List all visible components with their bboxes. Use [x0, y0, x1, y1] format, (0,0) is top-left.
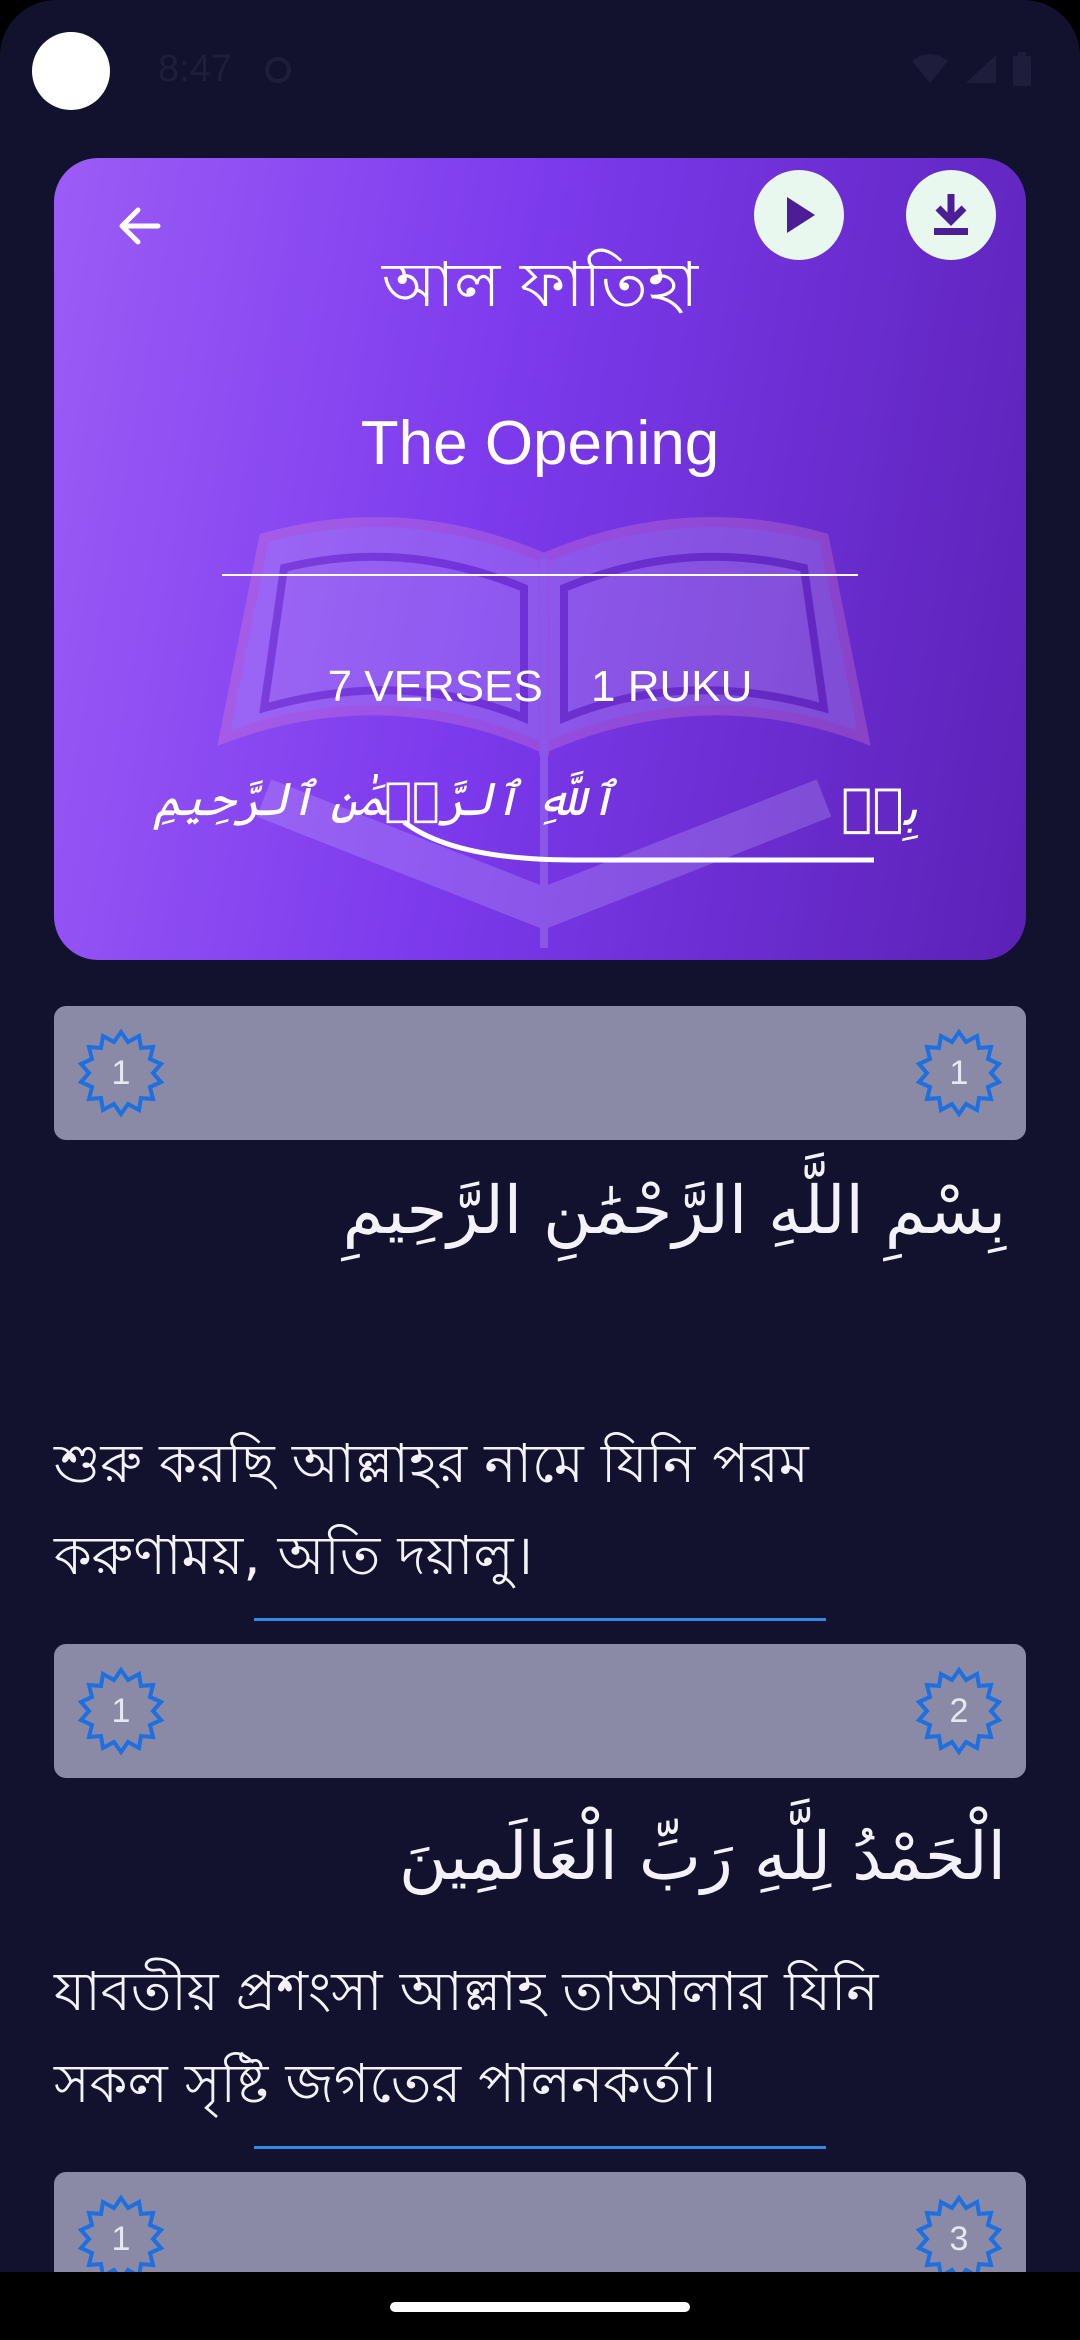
signal-icon — [964, 53, 998, 85]
verse-badge-number: 1 — [111, 2219, 131, 2258]
download-icon — [926, 190, 976, 240]
camera-cutout — [32, 32, 110, 110]
surah-name-english: The Opening — [360, 409, 720, 478]
surah-name-bengali: আল ফাতিহা — [381, 248, 699, 321]
status-bar — [0, 0, 1080, 140]
home-indicator[interactable] — [390, 2302, 690, 2312]
verse-badge-right — [914, 2194, 1004, 2284]
verse-badge-number: 1 — [949, 1053, 969, 1092]
verse-separator — [254, 1618, 826, 1621]
surah-meta — [54, 662, 1026, 712]
bismillah-calligraphy — [154, 768, 926, 888]
header-divider — [222, 574, 858, 576]
sync-icon — [262, 54, 294, 86]
verse-badge-left — [76, 2194, 166, 2284]
verse-arabic: بِسْمِ اللَّهِ الرَّحْمَٰنِ الرَّحِيمِ — [342, 1172, 1006, 1249]
verse-badge-left — [76, 1028, 166, 1118]
battery-icon — [1012, 52, 1032, 86]
calligraphy-right: بِسۡ — [841, 778, 918, 838]
wifi-icon — [910, 53, 950, 85]
verse-translation — [54, 1418, 1014, 1602]
translation-line: সকল সৃষ্টি জগতের পালনকর্তা। — [54, 2052, 717, 2115]
verse-translation — [54, 1946, 1014, 2130]
verse-badge-number: 3 — [949, 2219, 969, 2258]
verse-arabic: الْحَمْدُ لِلَّهِ رَبِّ الْعَالَمِينَ — [399, 1818, 1006, 1895]
verse-separator — [254, 2146, 826, 2149]
verse-badge-left — [76, 1666, 166, 1756]
surah-header-card — [54, 158, 1026, 960]
status-time: 8:47 — [158, 48, 232, 90]
translation-line: শুরু করছি আল্লাহর নামে যিনি পরম — [54, 1432, 809, 1495]
verse-badge-number: 1 — [111, 1691, 131, 1730]
calligraphy-left: ٱللَّهِ ٱلرَّحۡمَٰنِ ٱلرَّحِيمِ — [154, 772, 616, 826]
verse-badge-right — [914, 1028, 1004, 1118]
play-icon — [777, 193, 821, 237]
verse-badge-number: 1 — [111, 1053, 131, 1092]
translation-line: যাবতীয় প্রশংসা আল্লাহ তাআলার যিনি — [54, 1960, 879, 2023]
verse-header-bar — [54, 1006, 1026, 1140]
verse-header-bar — [54, 1644, 1026, 1778]
ruku-count: 1 RUKU — [591, 662, 753, 711]
verses-count: 7 VERSES — [327, 662, 543, 711]
verse-badge-number: 2 — [949, 1691, 969, 1730]
status-icons — [910, 52, 1032, 86]
translation-line: করুণাময়, অতি দয়ালু। — [54, 1524, 533, 1587]
verse-badge-right — [914, 1666, 1004, 1756]
